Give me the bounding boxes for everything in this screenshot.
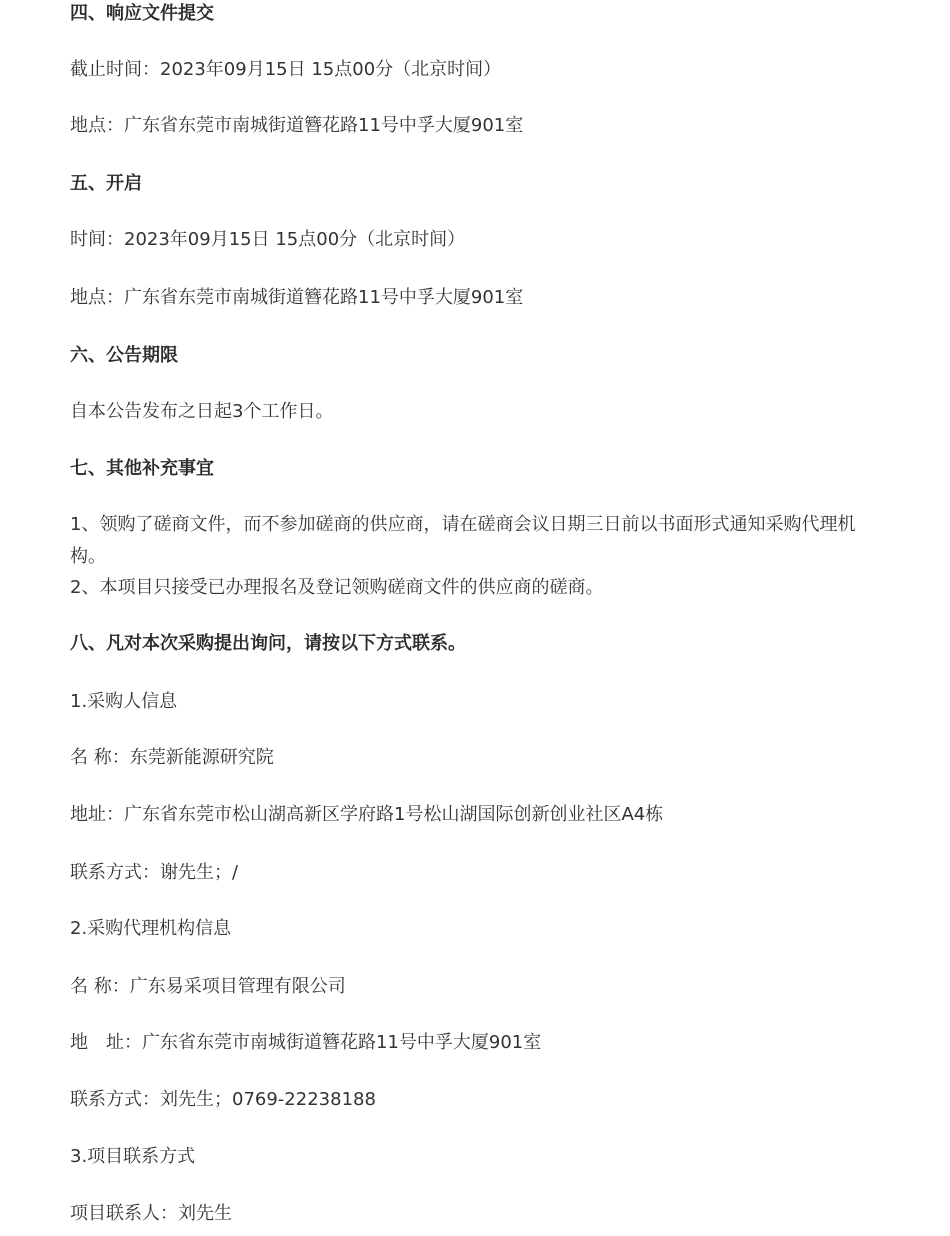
opening-location: 地点：广东省东莞市南城街道簪花路11号中孚大厦901室 bbox=[70, 287, 524, 308]
agency-name: 名 称：广东易采项目管理有限公司 bbox=[70, 976, 346, 997]
submission-deadline: 截止时间：2023年09月15日 15点00分（北京时间） bbox=[70, 59, 502, 80]
purchaser-info-title: 1.采购人信息 bbox=[70, 691, 178, 712]
section-heading-notice-period: 六、公告期限 bbox=[70, 345, 178, 366]
purchaser-address: 地址：广东省东莞市松山湖高新区学府路1号松山湖国际创新创业社区A4栋 bbox=[70, 804, 664, 825]
agency-info-title: 2.采购代理机构信息 bbox=[70, 918, 232, 939]
purchaser-name: 名 称：东莞新能源研究院 bbox=[70, 747, 274, 768]
supplementary-item-2: 2、本项目只接受已办理报名及登记领购磋商文件的供应商的磋商。 bbox=[70, 577, 604, 598]
section-heading-supplementary: 七、其他补充事宜 bbox=[70, 458, 214, 479]
section-heading-opening: 五、开启 bbox=[70, 173, 142, 194]
agency-contact: 联系方式：刘先生；0769-22238188 bbox=[70, 1089, 376, 1110]
section-heading-contacts: 八、凡对本次采购提出询问，请按以下方式联系。 bbox=[70, 633, 466, 654]
project-contact-person: 项目联系人：刘先生 bbox=[70, 1203, 232, 1224]
section-heading-submission: 四、响应文件提交 bbox=[70, 3, 214, 24]
supplementary-item-1: 1、领购了磋商文件，而不参加磋商的供应商，请在磋商会议日期三日前以书面形式通知采购代理机构。 bbox=[70, 514, 856, 567]
project-contact-title: 3.项目联系方式 bbox=[70, 1146, 196, 1167]
purchaser-contact: 联系方式：谢先生；/ bbox=[70, 862, 239, 883]
submission-location: 地点：广东省东莞市南城街道簪花路11号中孚大厦901室 bbox=[70, 115, 524, 136]
agency-address: 地 址：广东省东莞市南城街道簪花路11号中孚大厦901室 bbox=[70, 1032, 542, 1053]
opening-time: 时间：2023年09月15日 15点00分（北京时间） bbox=[70, 229, 466, 250]
notice-period-text: 自本公告发布之日起3个工作日。 bbox=[70, 401, 334, 422]
